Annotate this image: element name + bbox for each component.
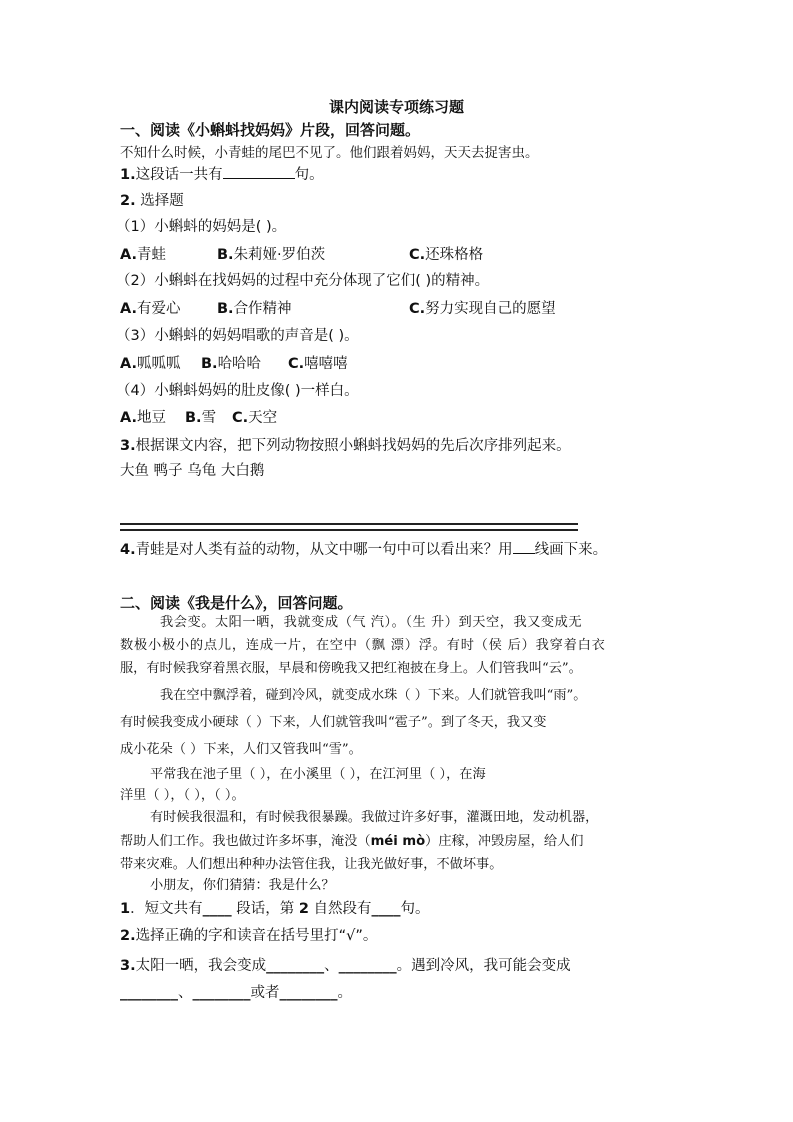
section2-heading: 二、阅读《我是什么》，回答问题。 (120, 594, 353, 612)
p4-text-b: ）庄稼，冲毁房屋，给人们 (425, 834, 584, 849)
option-text: 天空 (248, 410, 278, 426)
q1-number: 1. (120, 167, 136, 183)
option-c[interactable] (232, 408, 277, 428)
option-letter: B. (217, 301, 234, 317)
s2-q3-sep2: 、 (178, 985, 193, 1001)
option-text: 朱莉娅·罗伯茨 (233, 247, 326, 263)
s2-p2-line2: 有时候我变成小硬球（ ）下来，人们就管我叫“雹子”。到了冬天，我又变 (120, 715, 547, 730)
option-a[interactable] (120, 354, 181, 374)
q1-text-after: 句。 (294, 167, 324, 183)
section1-heading: 一、阅读《小蝌蚪找妈妈》片段，回答问题。 (120, 121, 421, 139)
s2-p1-line2: 数极小极小的点儿，连成一片，在空中（飘 漂）浮。有时（侯 后）我穿着白衣 (120, 638, 606, 653)
option-a[interactable] (120, 408, 166, 428)
s2-q2-number: 2. (120, 928, 136, 944)
q4-text-before: 青蛙是对人类有益的动物，从文中哪一句中可以看出来？用 (135, 542, 513, 558)
q3-number: 3. (120, 438, 136, 454)
option-text: 合作精神 (233, 301, 292, 317)
option-text: 雪 (201, 410, 217, 426)
option-a[interactable] (120, 245, 166, 265)
s2-q3-sep1: 、 (324, 958, 339, 974)
s2-p4-line1: 有时候我很温和，有时候我很暴躁。我做过许多好事，灌溉田地，发动机器， (150, 810, 599, 825)
q3-animals: 大鱼 鸭子 乌龟 大白鹅 (120, 463, 265, 479)
answer-line[interactable] (120, 523, 578, 531)
s2-q3-blank3[interactable]: ________ (120, 985, 178, 1001)
section1-passage: 不知什么时候，小青蛙的尾巴不见了。他们跟着妈妈，天天去捉害虫。 (120, 145, 539, 161)
s2-p1-line1: 我会变。太阳一晒，我就变成（气 汽）。（生 升）到天空，我又变成无 (160, 615, 583, 630)
option-c[interactable] (288, 354, 348, 374)
q4-number: 4. (120, 542, 136, 558)
s2-q3-blank2[interactable]: ________ (338, 958, 397, 974)
s1-question-4 (120, 539, 607, 560)
s2-q3-text-b: 。遇到冷风，我可能会变成 (396, 958, 571, 974)
option-letter: C. (232, 410, 249, 426)
q1-text-before: 这段话一共有 (135, 167, 223, 183)
s2-p4-line3: 带来灾难。人们想出种种办法管住我，让我光做好事，不做坏事。 (120, 857, 503, 872)
option-letter: C. (409, 247, 426, 263)
s2-q3-text-a: 太阳一晒，我会变成 (135, 958, 267, 974)
option-c[interactable] (409, 245, 483, 265)
option-letter: C. (409, 301, 426, 317)
q3-text: 根据课文内容，把下列动物按照小蝌蚪找妈妈的先后次序排列起来。 (135, 438, 571, 454)
s1-question-1 (120, 164, 324, 185)
option-b[interactable] (217, 245, 325, 265)
s2-p2-line3: 成小花朵（ ）下来，人们又管我叫“雪”。 (120, 742, 362, 757)
s2-p1-line3: 服，有时候我穿着黑衣服，早晨和傍晚我又把红袍披在身上。人们管我叫“云”。 (120, 661, 582, 676)
s2-q1-text2: 段话，第 (231, 901, 299, 917)
option-text: 有爱心 (137, 301, 181, 317)
option-letter: A. (120, 410, 137, 426)
s2-q1-n2: 2 (298, 901, 309, 917)
pinyin-meimo: méi mò (370, 834, 426, 849)
option-b[interactable] (201, 354, 261, 374)
option-letter: A. (120, 301, 137, 317)
option-text: 还珠格格 (425, 247, 484, 263)
option-letter: B. (185, 410, 202, 426)
q2-sub3-stem: （3）小蝌蚪的妈妈唱歌的声音是( )。 (116, 328, 359, 344)
option-text: 努力实现自己的愿望 (425, 301, 556, 317)
option-text: 青蛙 (137, 247, 166, 263)
s2-p2-line1: 我在空中飘浮着，碰到冷风，就变成水珠（ ）下来。人们就管我叫“雨”。 (160, 688, 587, 703)
q2-sub1-stem: （1）小蝌蚪的妈妈是( )。 (116, 219, 287, 235)
q4-line-sample (513, 539, 535, 554)
s2-question-1 (120, 899, 430, 919)
option-text: 嘻嘻嘻 (304, 356, 348, 372)
s2-q3-or: 或者 (250, 985, 280, 1001)
option-b[interactable] (217, 299, 292, 319)
s1-question-2 (120, 191, 184, 211)
q2-number: 2. (120, 193, 136, 209)
option-a[interactable] (120, 299, 181, 319)
option-letter: B. (201, 356, 218, 372)
q2-label: 选择题 (135, 193, 184, 209)
s2-q3-blank1[interactable]: ________ (266, 958, 325, 974)
option-letter: A. (120, 247, 137, 263)
p4-text-a: 帮助人们工作。我也做过许多坏事，淹没（ (120, 834, 371, 849)
s2-q1-text4: 句。 (400, 901, 430, 917)
option-letter: B. (217, 247, 234, 263)
s2-q1-blank2[interactable]: ____ (371, 901, 401, 917)
q4-text-after: 线画下来。 (534, 542, 608, 558)
s2-q1-text3: 自然段有 (308, 901, 372, 917)
page-title: 课内阅读专项练习题 (328, 98, 464, 116)
s2-question-3-line2 (120, 983, 352, 1003)
s2-q1-number: 1 (120, 901, 131, 917)
s2-p3-line1: 平常我在池子里（ ），在小溪里（ ），在江河里（ ），在海 (150, 767, 486, 782)
option-c[interactable] (409, 299, 556, 319)
s2-p3-line2: 洋里（ ），（ ），（ ）。 (120, 788, 245, 803)
s2-question-2 (120, 926, 377, 946)
option-letter: C. (288, 356, 305, 372)
q2-sub4-stem: （4）小蝌蚪妈妈的肚皮像( )一样白。 (116, 383, 359, 399)
s2-q1-text1: ．短文共有 (130, 901, 203, 917)
s2-q3-blank5[interactable]: ________ (279, 985, 338, 1001)
s2-q3-number: 3. (120, 958, 136, 974)
option-text: 呱呱呱 (137, 356, 181, 372)
s2-q2-text: 选择正确的字和读音在括号里打“√”。 (135, 928, 378, 944)
s2-p4-line2 (120, 832, 583, 852)
q2-sub2-stem: （2）小蝌蚪在找妈妈的过程中充分体现了它们( )的精神。 (116, 273, 490, 289)
option-text: 地豆 (137, 410, 166, 426)
s2-p5: 小朋友，你们猜猜：我是什么？ (150, 878, 335, 893)
s1-question-3 (120, 436, 571, 456)
option-text: 哈哈哈 (217, 356, 262, 372)
s2-q3-blank4[interactable]: ________ (192, 985, 251, 1001)
s2-question-3-line1 (120, 956, 571, 976)
option-b[interactable] (185, 408, 216, 428)
option-letter: A. (120, 356, 137, 372)
s2-q1-blank1[interactable]: ____ (202, 901, 232, 917)
s2-q3-end: 。 (337, 985, 352, 1001)
q1-answer-blank[interactable] (223, 164, 295, 179)
